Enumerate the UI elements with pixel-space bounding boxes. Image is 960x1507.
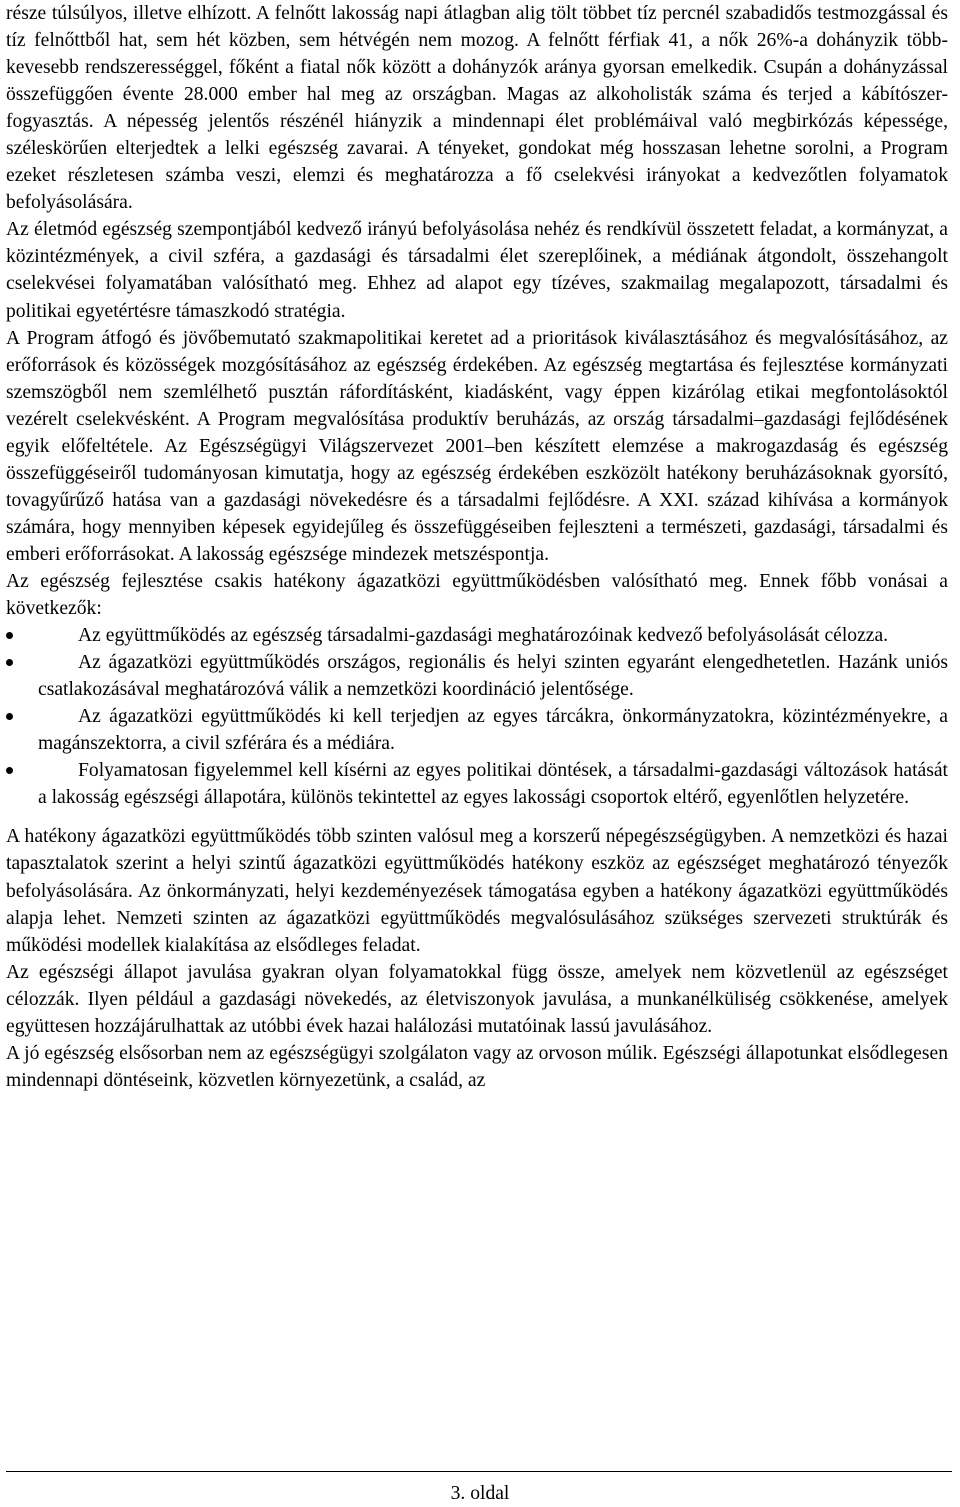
- paragraph-program-framework: A Program átfogó és jövőbemutató szakmapolitikai keretet ad a prioritások kiválasztásához és megvalósításához, az erőforrások és közösségek mozgósításához az egészség érdekében. Az egészség megtartása és fejlesztése kormányzati szemszögből nem szemlélhető pusztán ráfordításként, kiadásként, vagy éppen kizárólag etikai megfontolásoktól vezérelt cselekvésként. A Program megvalósítása produktív beruházás, az ország társadalmi–gazdasági fejlődésének egyik előfeltétele. Az Egészségügyi Világszervezet 2001–ben készített elemzése a makrogazdaság és egészség összefüggéseiről tudományosan kimutatja, hogy az egészség érdekében eszközölt hatékony beruházásoknak gyorsító, tovagyűrűző hatása van a gazdasági növekedésre és a társadalmi fejlődésre. A XXI. század kihívása a kormányok számára, hogy mennyiben képesek egyidejűleg és összefüggéseiben fejleszteni a természeti, gazdasági, társadalmi és emberi erőforrásokat. A lakosság egészsége mindezek metszéspontja.: [6, 327, 948, 565]
- page-body: [6, 0, 948, 1094]
- bullet-list: [6, 622, 948, 811]
- list-item: [6, 703, 948, 757]
- list-item: [6, 649, 948, 703]
- bullet-icon: [6, 632, 13, 639]
- list-item-text: Folyamatosan figyelemmel kell kísérni az egyes politikai döntések, a társadalmi-gazdasági változások hatását a lakosság egészségi állapotára, különös tekintettel az egyes lakossági csoportok eltérő, egyenlőtlen helyzetére.: [38, 760, 948, 809]
- paragraph-lifestyle-influence: Az életmód egészség szempontjából kedvező irányú befolyásolása nehéz és rendkívül összetett feladat, a kormányzat, a közintézmények, a civil szféra, a gazdasági és társadalmi élet szereplőinek, a médiának átgondolt, összehangolt cselekvései folyamatában valósítható meg. Ehhez ad alapot egy tízéves, szakmailag megalapozott, társadalmi és politikai egyetértésre támaszkodó stratégia.: [6, 219, 948, 322]
- paragraph-lifestyle-stats: része túlsúlyos, illetve elhízott. A felnőtt lakosság napi átlagban alig tölt többet tíz percnél szabadidős testmozgással és tíz felnőttből hat, sem hét közben, sem hétvégén nem mozog. A felnőtt férfiak 41, a nők 26%-a dohányzik több-kevesebb rendszerességgel, főként a fiatal nők között a dohányzók aránya gyorsan emelkedik. Csupán a dohányzással összefüggően évente 28.000 ember hal meg az országban. Magas az alkoholisták száma és terjed a kábítószer-fogyasztás. A népesség jelentős részénél hiányzik a mindennapi élet problémáival való megbirkózás képessége, széleskörűen elterjedtek a lelki egészség zavarai. A tényeket, gondokat még hosszasan lehetne sorolni, a Program ezeket részletesen számba veszi, elemzi és meghatározza a fő cselekvési irányokat a kedvezőtlen folyamatok befolyásolására.: [6, 3, 948, 214]
- page-number: 3. oldal: [450, 1483, 510, 1504]
- list-item: [6, 622, 948, 649]
- bullet-icon: [6, 659, 13, 666]
- spacer: [6, 811, 948, 823]
- paragraph-effective-cooperation: A hatékony ágazatközi együttműködés több szinten valósul meg a korszerű népegészségügyben. A nemzetközi és hazai tapasztalatok szerint a helyi szintű ágazatközi együttműködés hatékony eszköz az egészséget meghatározó tényezők befolyásolására. Az önkormányzati, helyi kezdeményezések támogatása egyben a hatékony ágazatközi együttműködés alapja lehet. Nemzeti szinten az ágazatközi együttműködés megvalósulásához szükséges szervezeti struktúrák és működési modellek kialakítása az elsődleges feladat.: [6, 826, 948, 956]
- paragraph-health-improvement: Az egészségi állapot javulása gyakran olyan folyamatokkal függ össze, amelyek nem közvetlenül az egészséget célozzák. Ilyen például a gazdasági növekedés, az életviszonyok javulása, a munkanélküliség csökkenése, amelyek együttesen hozzájárulhattak az utóbbi évek hazai halálozási mutatóinak lassú javulásához.: [6, 961, 948, 1037]
- bullet-icon: [6, 713, 13, 720]
- bullet-icon: [6, 767, 13, 774]
- footer-divider: [6, 1471, 952, 1472]
- paragraph-good-health: A jó egészség elsősorban nem az egészségügyi szolgálaton vagy az orvoson múlik. Egészségi állapotunkat elsődlegesen mindennapi döntéseink, közvetlen környezetünk, a család, az: [6, 1042, 948, 1091]
- list-item-text: Az ágazatközi együttműködés országos, regionális és helyi szinten egyaránt elengedhetetlen. Hazánk uniós csatlakozásával meghatározóvá válik a nemzetközi koordináció jelentősége.: [38, 652, 948, 701]
- list-item: [6, 757, 948, 811]
- paragraph-intersectoral-intro: Az egészség fejlesztése csakis hatékony ágazatközi együttműködésben valósítható meg. Ennek főbb vonásai a következők:: [6, 570, 948, 620]
- list-item-text: Az ágazatközi együttműködés ki kell terjedjen az egyes tárcákra, önkormányzatokra, közintézményekre, a magánszektorra, a civil szférára és a médiára.: [38, 706, 948, 755]
- list-item-text: Az együttműködés az egészség társadalmi-gazdasági meghatározóinak kedvező befolyásolását célozza.: [78, 625, 889, 647]
